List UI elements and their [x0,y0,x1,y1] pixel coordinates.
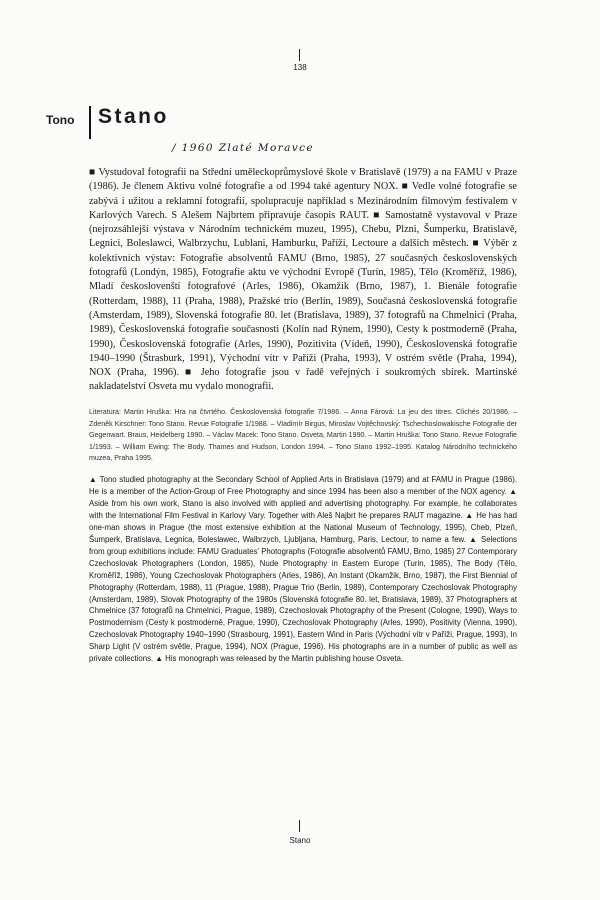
page-number: 138 [293,63,307,72]
birth-info: / 1960 Zlaté Moravce [172,142,314,154]
czech-biography: ■ Vystudoval fotografii na Střední uměleckoprůmyslové škole v Bratislavě (1979) a na FAMU v Praze (1986). Je členem Aktivu volné fotografie a od 1994 také agentury NOX. ■ Vedle volné fotografie se zabývá i užitou a reklamní fotografií, spolupracuje například s Mezinárodním filmovým festivalem v Karlových Varech. S Alešem Najbrtem připravuje časopis RAUT. ■ Samostatně vystavoval v Praze (nejrozsáhlejší výstava v Národním technickém muzeu, 1995), Chebu, Plzni, Šumperku, Bratislavě, Legnici, Boleslawci, Walbrzychu, Lublani, Hamburku, Paříži, Lectoure a dalších městech. ■ Výběr z kolektivních výstav: Fotografie absolventů FAMU (Brno, 1985), 27 současných československých fotografů (Londýn, 1985), Fotografie aktu ve východní Evropě (Turín, 1985), Tělo (Kroměříž, 1986), Mladí českoslovenští fotografové (Arles, 1986), Okamžik (Brno, 1987), 1. Bienále fotografie (Rotterdam, 1988), 11 (Praha, 1988), Pražské trio (Berlín, 1989), Současná československá fotografie (Amsterdam, 1989), Slovenská fotografie 80. let (Bratislava, 1989), 37 fotografů na Chmelnici (Praha, 1989), Československá fotografie současnosti (Kolín nad Rýnem, 1990), Cesty k postmoderně (Praha, 1990), Československá fotografie (Arles, 1990), Pozitivita (Vídeň, 1990), Československá fotografie 1940–1990 (Štrasburk, 1991), Východní vítr v Paříži (Praha, 1993), V ostrém světle (Praha, 1994), NOX (Praha, 1996). ■ Jeho fotografie jsou v řadě veřejných i soukromých sbírek. Martinské nakladatelství Osveta mu vydalo monografii. [89,167,517,393]
artist-first-name: Tono [46,113,75,127]
footer-tick-mark [299,820,300,832]
running-title: Stano [289,836,311,845]
header-tick-mark [299,49,300,61]
english-biography: ▲ Tono studied photography at the Secondary School of Applied Arts in Bratislava (1979) and at FAMU in Prague (1986). He is a member of the Action-Group of Free Photography and since 1994 has been also a member of the NOX agency. ▲ Aside from his own work, Stano is also involved with applied and advertising photography. For example, he collaborates with the International Film Festival in Karlovy Vary. Together with Aleš Najbrt he prepares RAUT magazine. ▲ He has had one-man shows in Prague (the most extensive exhibition at the National Museum of Technology, 1995), Cheb, Plzeň, Šumperk, Bratislava, Legnica, Boleslawec, Walbrzych, Ljubljana, Hamburg, Paris, Lectour, to name a few. ▲ Selections from group exhibitions include: FAMU Graduates' Photographs (Fotografie absolventů FAMU, Brno, 1985) 27 Contemporary Czechoslovak Photographers (London, 1985), Nude Photography in Eastern Europe (Turin, 1985), The Body (Tělo, Kroměříž, 1986), Young Czechoslovak Photographers (Arles, 1986), An Instant (Okamžik, Brno, 1987), the First Biennial of Photography (Rotterdam, 1988), 11 (Prague, 1988), Prague Trio (Berlin, 1989), Contemporary Czechoslovak Photography (Amsterdam, 1989), Slovak Photography of the 1980s (Slovenská fotografie 80. let, Bratislava, 1989), 37 Photographers at Chmelnice (37 fotografů na Chmelnici, Prague, 1989), Czechoslovak Photography of the Present (Cologne, 1990), Ways to Postmodernism (Cesty k postmoderně, Prague, 1990), Czechoslovak Photography (Arles, 1990), Positivity (Vienna, 1990), Czechoslovak Photography 1940–1990 (Strasbourg, 1991), Eastern Wind in Paris (Východní vítr v Paříži, Prague, 1993), In Sharp Light (V ostrém světle, Prague, 1994), NOX (Prague, 1996). His photographs are in a number of public as well as private collections. ▲ His monograph was released by the Martin publishing house Osveta. [89,475,517,664]
artist-last-name: Stano [98,105,169,128]
title-divider-bar [89,106,91,139]
literature-references: Literatura: Martin Hruška: Hra na čtvrtého. Československá fotografie 7/1986. – Anna Fárová: La jeu des titres. Clichés 20/1986. – Zdeněk Kirschner: Tono Stano. Revue Fotografie 1/1988. – Vladimír Birgus, Miroslav Vojtěchovský: Tschechoslowakische Fotografie der Gegenwart. Braus, Heidelberg 1990. – Václav Macek: Tono Stano. Osveta, Martin 1990. – Martin Hruška: Tono Stano. Revue Fotografie 1/1993. – William Ewing: The Body. Thames and Hudson, London 1994. – Tono Stano 1992–1995. Katalog Národního technického muzea, Praha 1995. [89,408,517,462]
